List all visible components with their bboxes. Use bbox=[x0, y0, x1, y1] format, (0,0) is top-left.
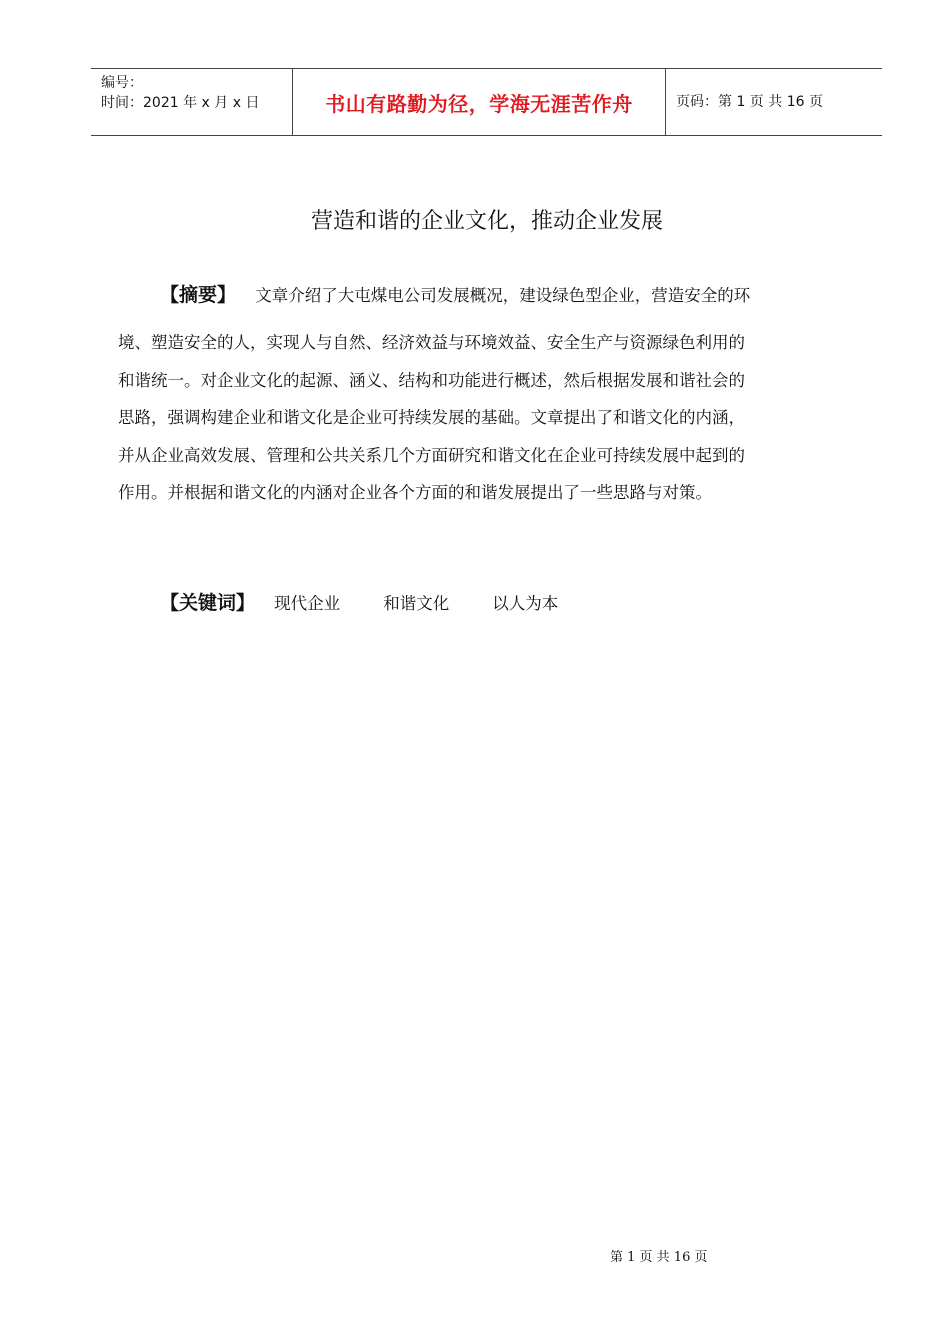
header-meta-cell bbox=[91, 69, 293, 135]
abstract-text-line-5: 并从企业高效发展、管理和公共关系几个方面研究和谐文化在企业可持续发展中起到的 bbox=[118, 445, 745, 465]
page-footer-number: 第 1 页 共 16 页 bbox=[610, 1250, 708, 1265]
abstract-label: 【摘要】 bbox=[160, 284, 237, 306]
abstract-text-line-6: 作用。并根据和谐文化的内涵对企业各个方面的和谐发展提出了一些思路与对策。 bbox=[118, 483, 712, 503]
keywords-label: 【关键词】 bbox=[160, 592, 256, 614]
keyword-item: 和谐文化 bbox=[383, 594, 450, 613]
keyword-item: 现代企业 bbox=[274, 594, 341, 613]
document-title: 营造和谐的企业文化，推动企业发展 bbox=[310, 209, 663, 234]
document-number-label: 编号： bbox=[101, 75, 143, 91]
abstract-first-line bbox=[160, 280, 860, 311]
header-motto-cell bbox=[293, 69, 666, 135]
abstract-text-line-3: 和谐统一。对企业文化的起源、涵义、结构和功能进行概述，然后根据发展和谐社会的 bbox=[118, 370, 745, 390]
keywords-section bbox=[160, 588, 596, 615]
header-motto: 书山有路勤为径，学海无涯苦作舟 bbox=[325, 91, 633, 116]
keyword-item: 以人为本 bbox=[492, 594, 559, 613]
abstract-body bbox=[118, 324, 858, 512]
abstract-text-line-2: 境、塑造安全的人，实现人与自然、经济效益与环境效益、安全生产与资源绿色利用的 bbox=[118, 333, 745, 352]
page-header bbox=[91, 68, 882, 136]
header-page-cell bbox=[666, 69, 882, 135]
abstract-text-line-4: 思路，强调构建企业和谐文化是企业可持续发展的基础。文章提出了和谐文化的内涵， bbox=[118, 408, 745, 428]
document-time-label: 时间：2021 年 x 月 x 日 bbox=[101, 95, 260, 111]
header-page-number: 页码：第 1 页 共 16 页 bbox=[676, 94, 823, 110]
abstract-text-line-1: 文章介绍了大屯煤电公司发展概况，建设绿色型企业，营造安全的环 bbox=[255, 286, 751, 305]
